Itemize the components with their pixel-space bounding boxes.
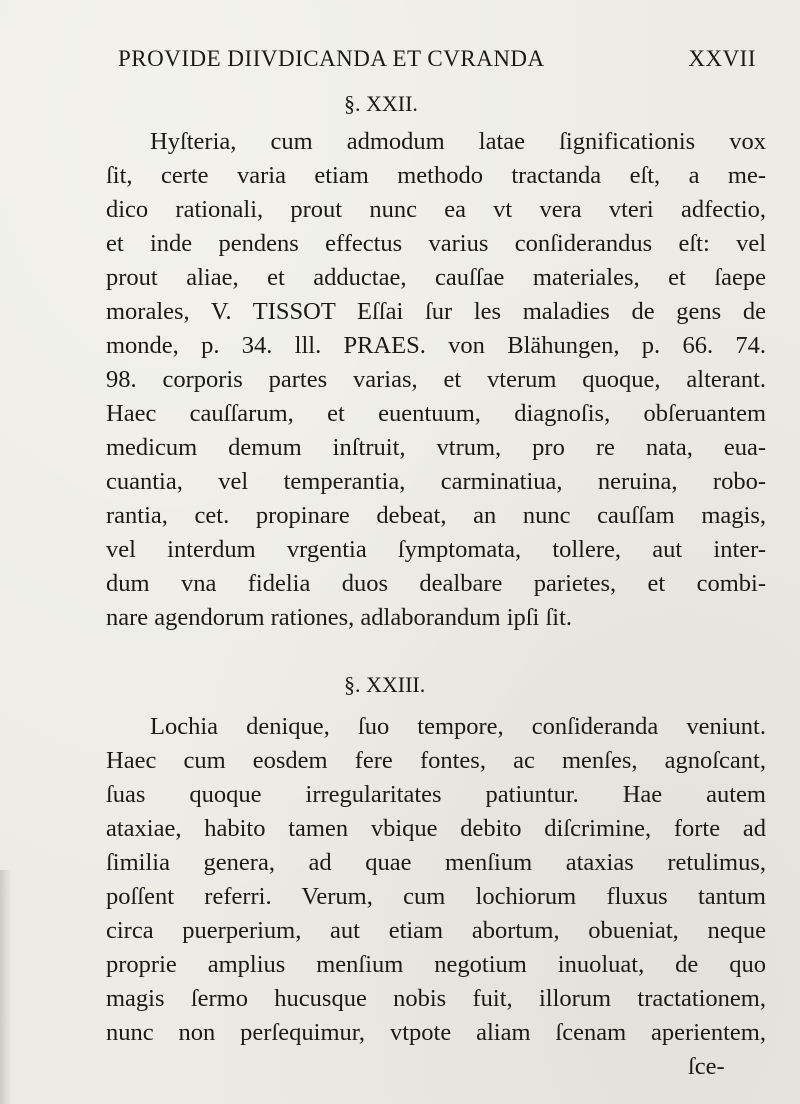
text-line: proprie amplius menſium negotium inuoluat, de quo [106,951,766,978]
text-line: medicum demum inſtruit, vtrum, pro re nata, eua- [106,434,766,461]
page-edge-shadow [0,870,12,1104]
text-line: Hyſteria, cum admodum latae ſignificationis vox [150,128,766,155]
text-line: vel interdum vrgentia ſymptomata, tollere, aut inter- [106,536,766,563]
text-line: dum vna fidelia duos dealbare parietes, et combi- [106,570,766,597]
text-line: morales, V. TISSOT Eſſai ſur les maladies de gens de [106,298,766,325]
text-line: ataxiae, habito tamen vbique debito diſcrimine, forte ad [106,815,766,842]
text-line: dico rationali, prout nunc ea vt vera vteri adfectio, [106,196,766,223]
section-heading-xxiii: §. XXIII. [344,672,426,697]
text-line: magis ſermo hucusque nobis fuit, illorum tractationem, [106,985,766,1012]
text-line: cuantia, vel temperantia, carminatiua, neruina, robo- [106,468,766,495]
text-line: prout aliae, et adductae, cauſſae materiales, et ſaepe [106,264,766,291]
text-line: rantia, cet. propinare debeat, an nunc cauſſam magis, [106,502,766,529]
text-line: ſimilia genera, ad quae menſium ataxias retulimus, [106,849,766,876]
text-line: et inde pendens effectus varius conſiderandus eſt: vel [106,230,766,257]
text-line: Haec cum eosdem fere fontes, ac menſes, agnoſcant, [106,747,766,774]
text-line: ſuas quoque irregularitates patiuntur. Hae autem [106,781,766,808]
text-line: 98. corporis partes varias, et vterum quoque, alterant. [106,366,766,393]
text-line: monde, p. 34. lll. PRAES. von Blähungen, p. 66. 74. [106,332,766,359]
text-line: circa puerperium, aut etiam abortum, obueniat, neque [106,917,766,944]
text-line: poſſent referri. Verum, cum lochiorum fluxus tantum [106,883,766,910]
text-line: ſit, certe varia etiam methodo tractanda eſt, a me- [106,162,766,189]
text-line: Lochia denique, ſuo tempore, conſideranda veniunt. [150,713,766,740]
text-line: nare agendorum rationes, adlaborandum ipſi ſit. [106,604,573,631]
text-line: nunc non perſequimur, vtpote aliam ſcenam aperientem, [106,1019,766,1046]
catchword: ſce- [688,1053,725,1080]
running-title: PROVIDE DIIVDICANDA ET CVRANDA [118,46,545,71]
text-line: Haec cauſſarum, et euentuum, diagnoſis, obſeruantem [106,400,766,427]
section-heading-xxii: §. XXII. [344,91,418,116]
page-number: XXVII [688,46,756,71]
